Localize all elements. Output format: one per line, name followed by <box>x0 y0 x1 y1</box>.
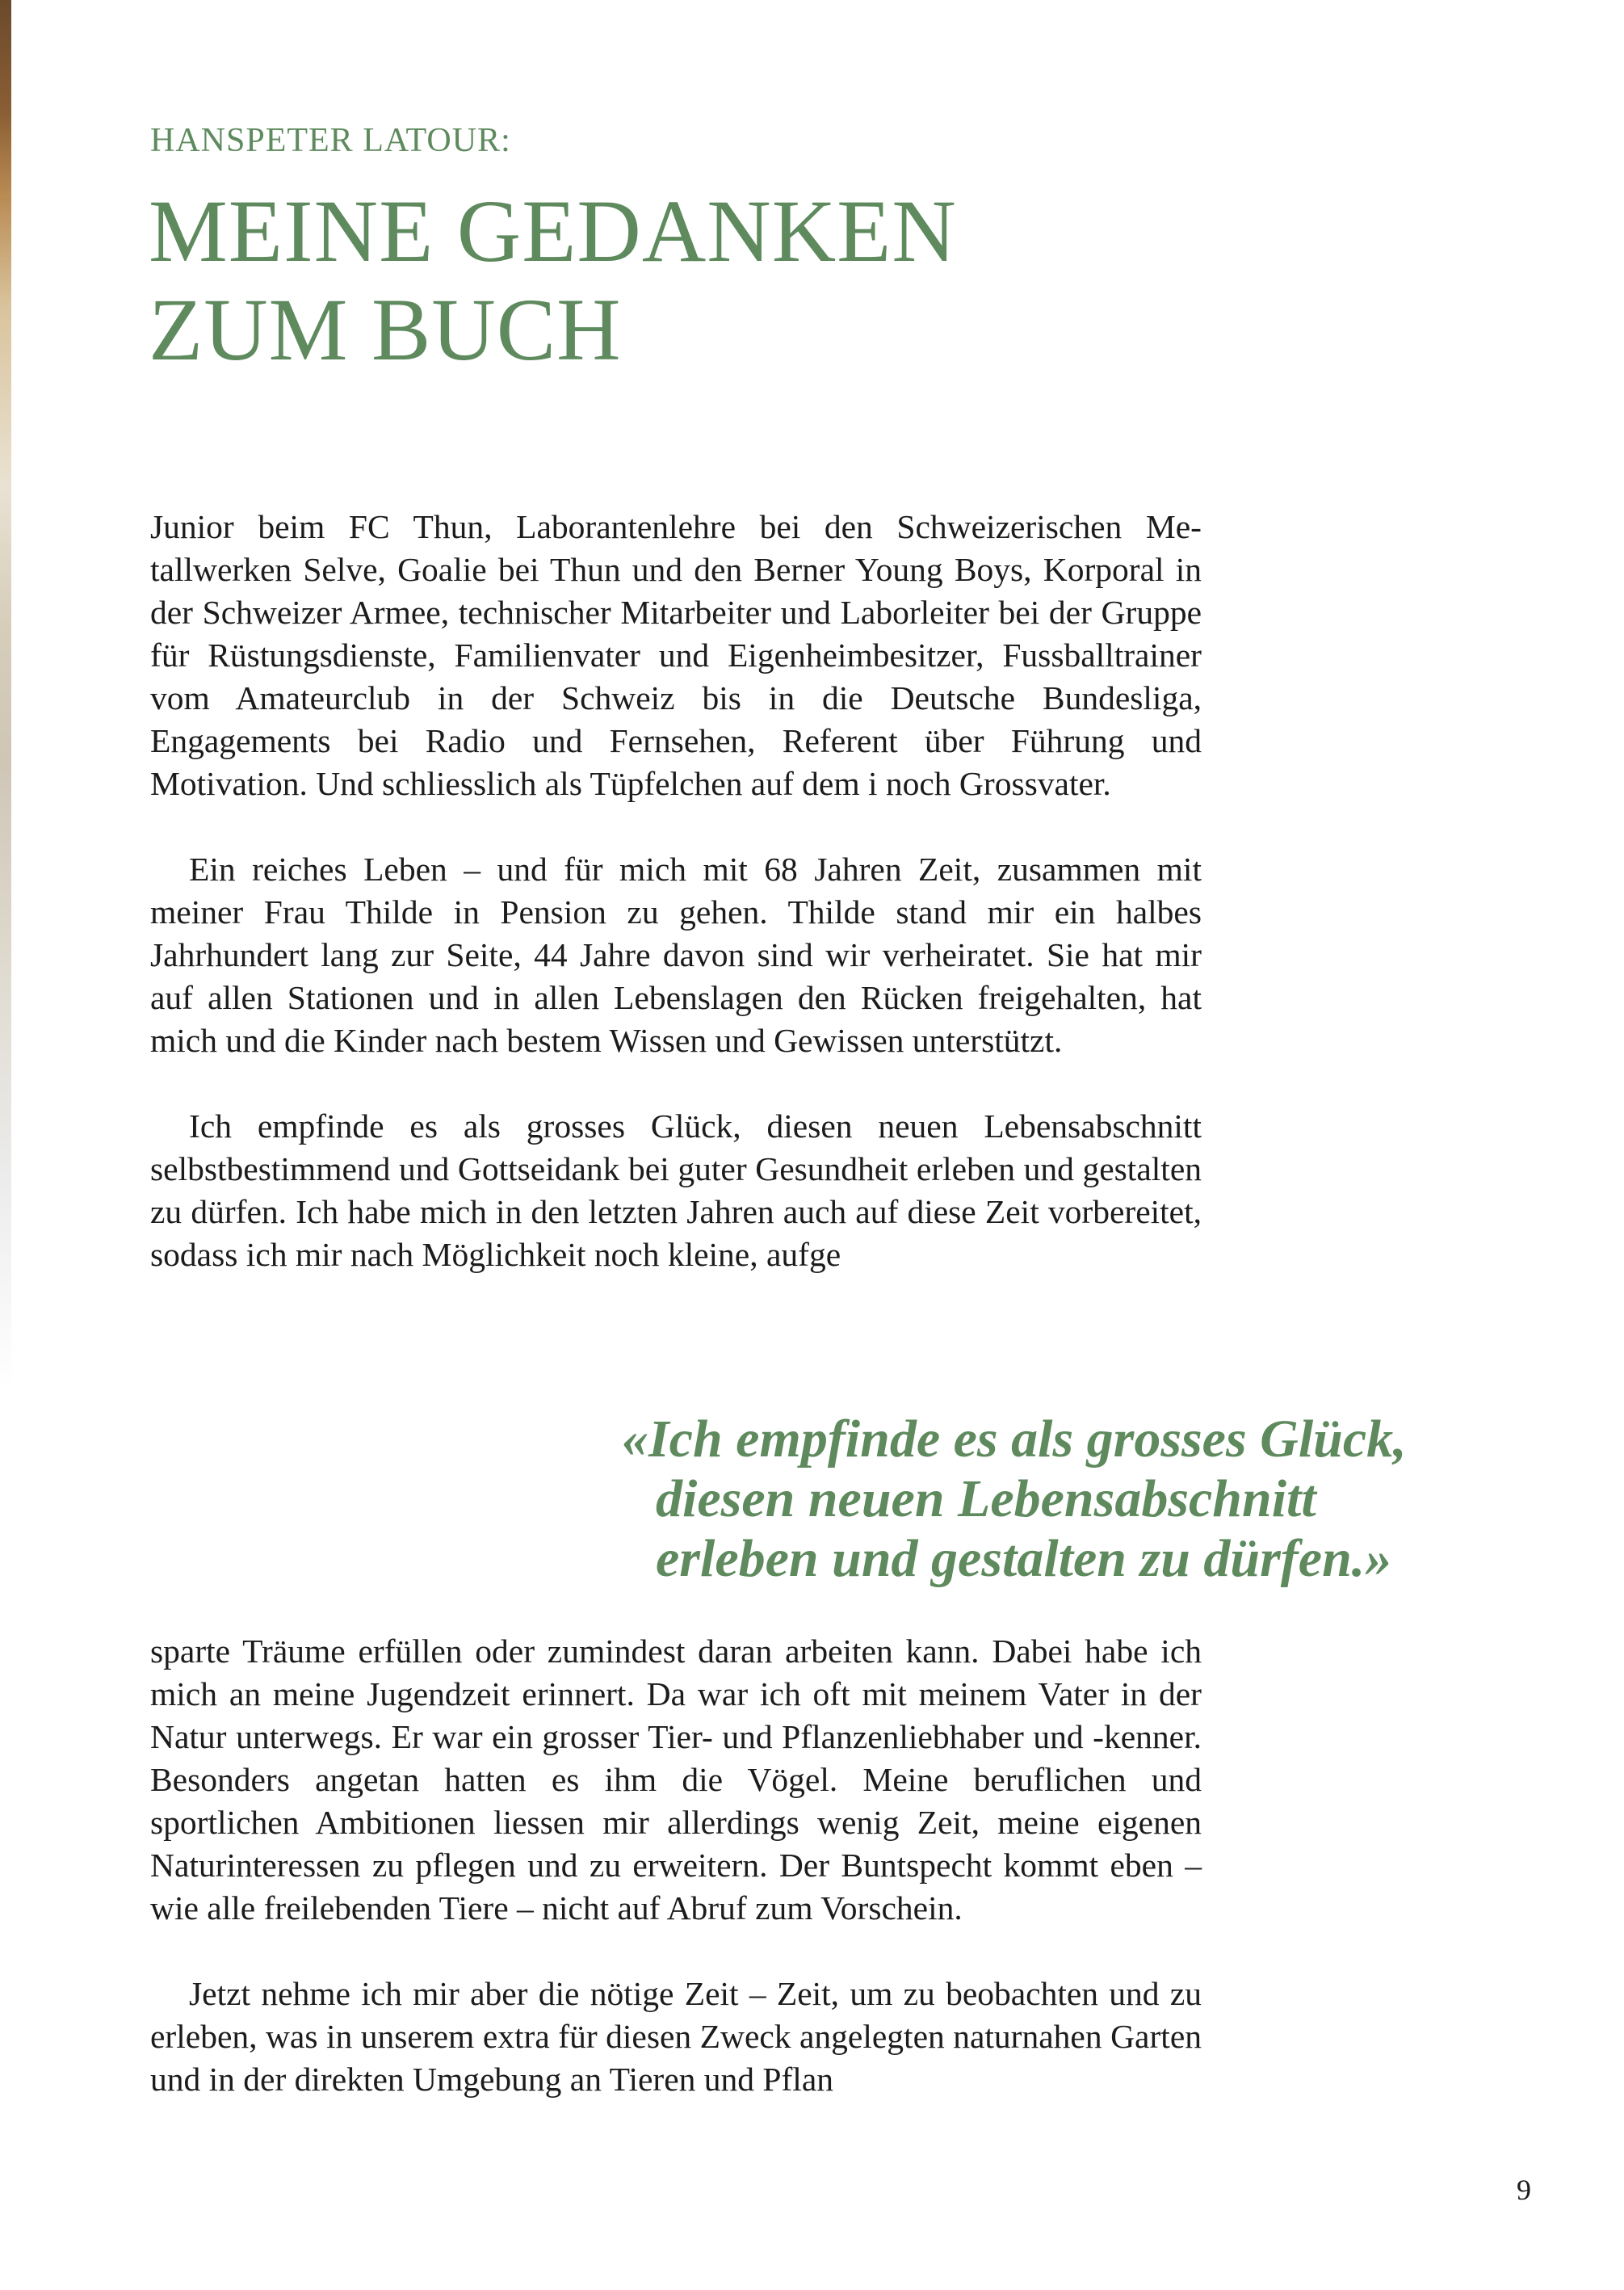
paragraph: sparte Träume erfüllen oder zumindest daran arbeiten kann. Dabei habe ich mich an meine Jugendzeit erinnert. Da war ich oft mit meinem Vater in der Natur unterwegs. Er war ein grosser Tier- und Pflanzenliebhaber und -kenner. Besonders angetan hatten es ihm die Vögel. Meine beruflichen und sportlichen Ambitionen liessen mir allerdings wenig Zeit, meine eigenen Naturinteressen zu pflegen und zu erweitern. Der Buntspecht kommt eben – wie alle freilebenden Tiere – nicht auf Abruf zum Vorschein. <box>150 1632 1202 1927</box>
paragraph: Jetzt nehme ich mir aber die nötige Zeit – Zeit, um zu beobachten und zu erleben, was in unserem extra für diesen Zweck angelegten naturnahen Garten und in der direkten Umgebung an Tieren und Pflan <box>150 1975 1202 2098</box>
pull-quote <box>622 1410 1575 1589</box>
pull-quote-line: diesen neuen Lebensabschnitt <box>656 1469 1316 1528</box>
body-text-block-1 <box>150 506 1202 1276</box>
pull-quote-line: «Ich empfinde es als grosses Glück, <box>622 1410 1407 1469</box>
title-line: ZUM BUCH <box>149 280 622 379</box>
paragraph: Junior beim FC Thun, Laborantenlehre bei den Schweizerischen Metallwerken Selve, Goalie bei Thun und den Berner Young Boys, Korporal in der Schweizer Armee, technischer Mitarbeiter und Laborleiter bei der Gruppe für Rüstungsdienste, Familienvater und Eigenheimbesitzer, Fussballtrainer vom Amateurclub in der Schweiz bis in die Deutsche Bundesliga, Engagements bei Radio und Fernsehen, Referent über Führung und Motivation. Und schliesslich als Tüpfelchen auf dem i noch Grossvater. <box>150 508 1202 802</box>
photo-edge-strip <box>0 0 11 1389</box>
pull-quote-line: erleben und gestalten zu dürfen.» <box>656 1529 1392 1588</box>
paragraph: Ein reiches Leben – und für mich mit 68 Jahren Zeit, zusammen mit meiner Frau Thilde in Pension zu gehen. Thilde stand mir ein halbes Jahrhundert lang zur Seite, 44 Jahre davon sind wir verheiratet. Sie hat mir auf allen Stationen und in allen Lebenslagen den Rücken freigehalten, hat mich und die Kinder nach bestem Wissen und Gewissen unterstützt. <box>150 851 1202 1059</box>
title-line: MEINE GEDANKEN <box>149 182 957 280</box>
paragraph: Ich empfinde es als grosses Glück, diesen neuen Lebensabschnitt selbstbestimmend und Gottseidank bei guter Gesundheit erleben und gestalten zu dürfen. Ich habe mich in den letzten Jahren auch auf diese Zeit vorbereitet, sodass ich mir nach Möglichkeit noch kleine, aufge <box>150 1107 1202 1273</box>
page-number: 9 <box>1517 2174 1531 2206</box>
body-text-block-2 <box>150 1630 1202 2101</box>
author-kicker: HANSPETER LATOUR: <box>150 122 511 159</box>
page-title <box>149 182 957 379</box>
